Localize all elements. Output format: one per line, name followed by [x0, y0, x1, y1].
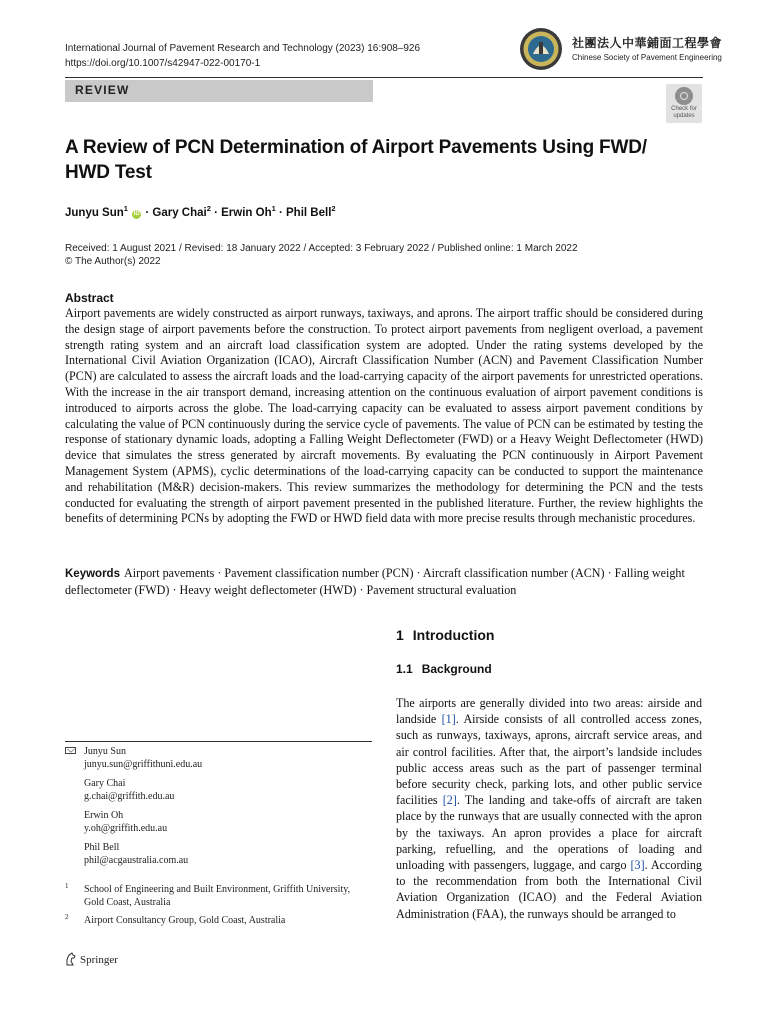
author-separator: · — [142, 206, 153, 219]
author-name: Phil Bell — [286, 206, 332, 219]
doi-link[interactable]: https://doi.org/10.1007/s42947-022-00170-1 — [65, 58, 261, 69]
introduction-paragraph — [396, 695, 702, 922]
history-dates: Received: 1 August 2021 / Revised: 18 January 2022 / Accepted: 3 February 2022 / Published online: 1 March 2022 — [65, 243, 578, 254]
journal-reference — [65, 41, 420, 71]
affiliation-number: 1 — [65, 882, 69, 890]
section-title: Introduction — [412, 627, 495, 643]
paragraph-text: . The landing and take-offs of aircraft are taken place by the runways that are usually connected with the apron by the taxiways. An apron provides a place for aircraft parking, refuelling, and the operations of loading and unloading with passengers, luggage, and cargo — [396, 793, 702, 873]
journal-line: International Journal of Pavement Research and Technology (2023) 16:908–926 — [65, 43, 421, 54]
subsection-title: Background — [421, 662, 492, 676]
header-divider — [65, 77, 703, 78]
author-separator: · — [210, 206, 222, 219]
abstract-text: Airport pavements are widely constructed as airport runways, taxiways, and aprons. The airport traffic should be considered during the design stage of airport pavements before the construction. To protect airport pavements from negligent overload, a pavement strength rating system and an aircraft load classification system are adopted. Under the rating systems developed by the International Civil Aviation Organization (ICAO), Aircraft Classification Number (ACN) and Pavement Classification Number (PCN) are calculated to assess the aircraft loads and the load-carrying capacity of the airport pavements for unrestricted operations. With the increase in the air transport demand, increasing attention on the continuous evaluation of airport pavement conditions is introduced to airports across the globe. The load-carrying capacity can be evaluated to assess airport pavement conditions by calculating the value of PCN continuously during the service cycle of pavements. The value of PCN can be estimated by testing the response of stationary dynamic loads, adopting a Falling Weight Deflectometer (FWD) or a Heavy Weight Deflectometer (HWD) device that simulates the stress generated by aircraft movements. By evaluating the PCN continuously in Airport Pavement Management System (APMS), cyclic determinations of the load-carrying capacity can be conducted to support the maintenance and rehabilitation (M&R) decision-makers. This review summarizes the methodology for determining the PCN and the tests conducted for evaluating the strength of airport pavement presented in the published literature. Further, the review highlights the benefits of determining PCNs by adopting the FWD or HWD field data with more precise results through mechanistic procedures. — [65, 306, 703, 526]
contact-name: Erwin Oh — [84, 810, 124, 821]
society-logo-icon — [519, 27, 563, 71]
paragraph-text: . According to the recommendation from both the International Civil Aviation Organization (ICAO) and the Federal Aviation Administration (FAA), the runways should be arranged to — [396, 858, 702, 921]
envelope-icon — [65, 747, 76, 754]
author-contacts — [65, 745, 365, 873]
article-title: A Review of PCN Determination of Airport Pavements Using FWD/ HWD Test — [65, 137, 647, 183]
section-number: 1 — [396, 627, 404, 643]
contact-name: Gary Chai — [84, 778, 126, 789]
contact-name: Phil Bell — [84, 842, 120, 853]
orcid-icon[interactable]: iD — [133, 210, 140, 217]
paragraph-text: . Airside consists of all controlled access zones, such as runways, taxiways, aprons, aircraft service areas, and air control facilities. After that, the airport’s landside includes public access areas such as the part of passenger terminal before security check, parking lots, and other public service facilities — [396, 712, 702, 808]
contact-email[interactable]: phil@acgaustralia.com.au — [84, 855, 189, 866]
publisher-mark — [65, 952, 118, 966]
keywords-label: Keywords — [65, 568, 120, 580]
article-type-band — [65, 80, 373, 102]
affiliation-text: School of Engineering and Built Environment, Griffith University, Gold Coast, Australia — [84, 884, 351, 908]
article-type-label: REVIEW — [75, 83, 130, 97]
affiliation-entry — [65, 914, 365, 927]
contact-entry — [84, 745, 365, 771]
check-for-updates-badge[interactable] — [666, 84, 702, 123]
citation-link[interactable]: [2] — [442, 793, 457, 808]
keywords — [65, 565, 703, 598]
society-name-zh: 社團法人中華鋪面工程學會 — [572, 36, 723, 50]
springer-horse-icon — [65, 952, 77, 966]
author-affiliation-mark: 1 — [271, 204, 276, 213]
affiliation-text: Airport Consultancy Group, Gold Coast, Australia — [84, 915, 286, 926]
contact-email[interactable]: g.chai@griffith.edu.au — [84, 791, 175, 802]
affiliations — [65, 883, 365, 932]
affiliation-entry — [65, 883, 365, 909]
citation-link[interactable]: [1] — [441, 712, 456, 727]
section-heading-introduction — [396, 627, 494, 643]
footnote-divider — [65, 741, 372, 742]
subsection-heading-background — [396, 662, 492, 676]
author-separator: · — [275, 206, 287, 219]
author-name: Erwin Oh — [221, 206, 272, 219]
author-name: Gary Chai — [152, 206, 207, 219]
author-affiliation-mark: 2 — [206, 204, 211, 213]
contact-email[interactable]: y.oh@griffith.edu.au — [84, 823, 168, 834]
keywords-text: Airport pavements · Pavement classification number (PCN) · Aircraft classification number (ACN) · Falling weight deflectometer (FWD) · Heavy weight deflectometer (HWD) · Pavement structural evaluation — [65, 566, 685, 597]
contact-name: Junyu Sun — [84, 746, 126, 757]
publication-history — [65, 242, 578, 268]
paragraph-text: The airports are generally divided into two areas: airside and landside — [396, 696, 702, 727]
society-name — [572, 34, 722, 62]
publisher-name: Springer — [80, 954, 118, 966]
author-affiliation-mark: 2 — [331, 204, 336, 213]
check-updates-label: Check for updates — [671, 106, 697, 119]
contact-entry — [84, 841, 365, 867]
abstract-heading: Abstract — [65, 291, 114, 305]
citation-link[interactable]: [3] — [630, 858, 645, 873]
copyright-line: © The Author(s) 2022 — [65, 256, 161, 267]
author-name: Junyu Sun — [65, 206, 124, 219]
contact-email[interactable]: junyu.sun@griffithuni.edu.au — [84, 759, 203, 770]
check-updates-icon — [675, 87, 693, 105]
author-list — [65, 204, 336, 219]
subsection-number: 1.1 — [396, 662, 413, 676]
contact-entry — [84, 809, 365, 835]
affiliation-number: 2 — [65, 913, 69, 921]
society-name-en: Chinese Society of Pavement Engineering — [572, 53, 722, 62]
author-affiliation-mark: 1 — [123, 204, 128, 213]
contact-entry — [84, 777, 365, 803]
